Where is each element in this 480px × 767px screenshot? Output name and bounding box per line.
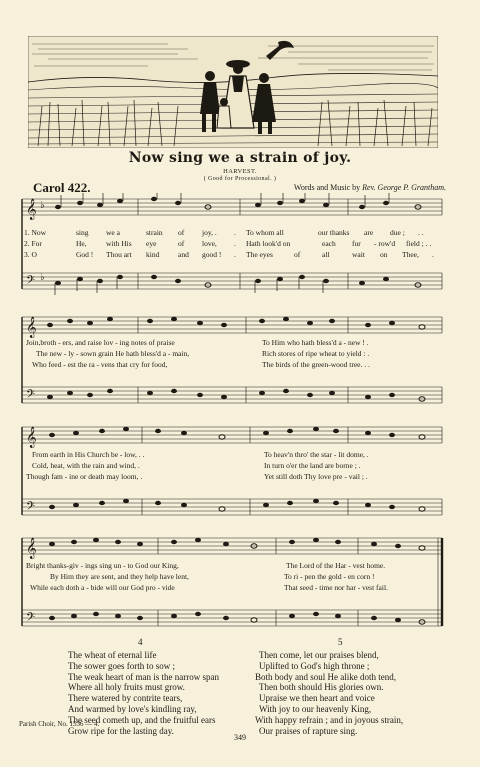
verse-line: With happy refrain ; and in joyous strain, [255,714,404,725]
lyric-word: on [380,250,388,259]
lyric-word: with His [106,239,132,248]
choir-reference: Parish Choir, No. 1536 — 4. [19,720,100,728]
verse-line: Our praises of rapture sing. [259,725,358,736]
lyric-phrase: The new - ly - sown grain He hath bless'd a - main, [36,349,190,358]
lyric-phrase: Join,broth - ers, and raise lov - ing notes of praise [26,338,175,347]
svg-text:𝄞: 𝄞 [26,427,37,448]
lyric-phrase: While each doth a - bide will our God pro - vide [30,583,175,592]
svg-text:𝄢: 𝄢 [26,274,36,290]
lyric-phrase: Who feed - est the ra - vens that cry for food, [32,360,168,369]
lyric-phrase: Cold, heat, with the rain and wind, . [32,461,140,470]
lyric-word: . . [418,228,424,237]
verse-line: Both body and soul He alike doth tend, [255,671,396,682]
hymn-title: Now sing we a strain of joy. [128,150,352,166]
lyric-word: eye [146,239,157,248]
verse-line: Upraise we then heart and voice [259,693,375,704]
verse-line: And warmed by love's kindling ray, [68,703,197,714]
carol-number: Carol 422. [33,180,91,195]
harvest-illustration [28,36,438,148]
lyric-line-1-2 [18,238,446,249]
lyric-line-2-3 [18,359,446,370]
lyric-phrase: Rich stores of ripe wheat to yield : . [262,349,370,358]
lyric-word: of [294,250,301,259]
lyric-word: of [178,228,185,237]
lyric-phrase: Bright thanks-giv - ings sing un - to God our King, [26,561,179,570]
lyric-word: strain [146,228,163,237]
lyric-word: The eyes [246,250,273,259]
lyric-line-4-1 [18,560,446,571]
verse-line: Uplifted to God's high throne ; [259,660,370,671]
verse-line: The sower goes forth to sow ; [68,660,175,671]
lyric-word: . [432,250,434,259]
lyric-word: . [234,239,236,248]
page-number: 349 [234,733,246,742]
lyric-word: 1. Now [24,228,47,237]
attribution-prefix: Words and Music by [293,183,363,192]
verse-line: The weak heart of man is the narrow span [68,671,219,682]
lyric-word: sing [76,228,89,237]
svg-text:𝄢: 𝄢 [26,388,36,404]
lyric-line-4-3 [18,582,446,593]
lyric-line-2-2 [18,348,446,359]
lyric-word: 3. O [24,250,37,259]
lyric-word: each [322,239,336,248]
lyric-word: Thee, [402,250,419,259]
lyric-word: love, [202,239,217,248]
lyric-line-3-1 [18,449,446,460]
lyric-word: joy, . [202,228,217,237]
lyric-line-3-3 [18,471,446,482]
lyric-word: wait [352,250,365,259]
lyric-phrase: To Him who hath bless'd a - new ! . [262,338,369,347]
verse-line: With joy to our heavenly King, [259,703,372,714]
lyric-word: . [234,228,236,237]
lyric-word: all [322,250,330,259]
lyric-word: are [364,228,374,237]
verse-line: There watered by contrite tears, [68,693,183,704]
verse-5-number: 5 [338,637,343,647]
lyric-word: we a [106,228,120,237]
lyric-line-2-1 [18,337,446,348]
lyric-word: due ; [390,228,405,237]
lyric-word: To whom all [246,228,284,237]
verse-4-number: 4 [138,637,143,647]
hymn-occasion: HARVEST. [223,168,257,175]
lyric-word: - row'd [374,239,396,248]
lyric-line-1-3 [18,249,446,260]
verse-line: The wheat of eternal life [68,650,157,660]
music-system-2 [18,307,446,415]
hymn-attribution [294,183,446,192]
verse-line: Then both should His glories own. [259,682,384,693]
verse-line: Where all holy fruits must grow. [68,682,185,693]
verse-line: The seed cometh up, and the fruitful ears [68,714,216,725]
lyric-word: Thou art [106,250,132,259]
lyric-word: 2. For [24,239,42,248]
lyric-word: . [234,250,236,259]
lyric-line-1-1 [18,227,446,238]
lyric-phrase: Though fam - ine or death may loom, . [26,472,143,481]
verse-line: Then come, let our praises blend, [259,650,379,660]
lyric-word: field ; . . [406,239,432,248]
lyric-word: He, [76,239,87,248]
lyric-phrase: Yet still doth Thy love pre - vail ; . [264,472,368,481]
music-system-1 [18,193,446,303]
svg-text:𝄞: 𝄞 [26,317,37,338]
music-system-4 [18,528,446,634]
hymn-usage: ( Good for Processional. ) [203,176,277,182]
lyric-word: good ! [202,250,222,259]
lyric-phrase: To heav'n thro' the star - lit dome, . [264,450,369,459]
lyric-phrase: The birds of the green-wood tree. . . [262,360,370,369]
lyric-line-4-2 [18,571,446,582]
lyric-phrase: To ri - pen the gold - en corn ! [284,572,375,581]
lyric-phrase: From earth in His Church be - low, . . [32,450,145,459]
music-system-3 [18,419,446,527]
lyric-word: kind [146,250,160,259]
lyric-phrase: That seed - time nor har - vest fail. [284,583,388,592]
svg-text:𝄢: 𝄢 [26,611,36,627]
svg-text:𝄞: 𝄞 [26,538,37,559]
lyric-word: our thanks [318,228,350,237]
attribution-name: Rev. George P. Grantham. [362,183,446,192]
lyric-word: God ! [76,250,94,259]
svg-text:𝄢: 𝄢 [26,500,36,516]
svg-text:♭: ♭ [40,272,45,283]
svg-text:♭: ♭ [40,200,45,211]
lyric-word: and [178,250,189,259]
verse-line: Grow ripe for the lasting day. [68,725,174,736]
lyric-phrase: In turn o'er the land are borne ; . [264,461,361,470]
svg-text:𝄞: 𝄞 [26,199,37,220]
lyric-word: Hath look'd on [246,239,291,248]
verse-5-text [255,650,403,736]
lyric-word: fur [352,239,361,248]
lyric-phrase: The Lord of the Har - vest home. [286,561,386,570]
lyric-word: of [178,239,185,248]
lyric-line-3-2 [18,460,446,471]
lyric-phrase: By Him they are sent, and they help have lent, [50,572,189,581]
